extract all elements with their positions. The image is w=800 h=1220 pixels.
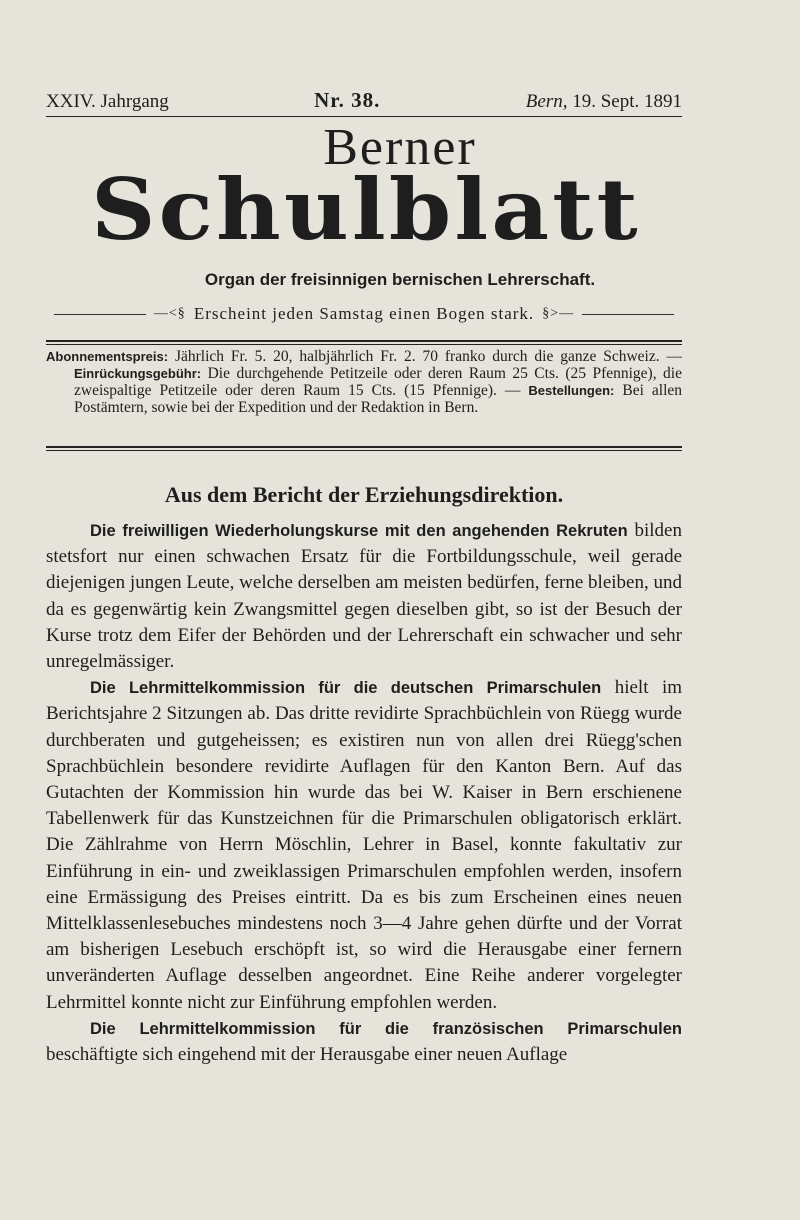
ornament-left-icon: —<§ [153,306,186,321]
subscription-rule-top [46,340,682,345]
article-paragraph [46,518,682,675]
masthead-title-small: Berner [323,119,477,176]
article-body [46,518,682,1068]
issue-place: Bern, [525,91,568,112]
volume-label: XXIV. Jahrgang [46,91,169,112]
paragraph-lead: Die freiwilligen Wiederholungskurse mit den angehenden Rekruten [90,522,628,540]
issue-header [46,88,682,113]
tagline-rule-right [582,314,674,315]
masthead-tagline [54,304,674,324]
issue-number: Nr. 38. [314,88,381,112]
subscription-price-label: Abonnementspreis: [46,349,169,364]
ornament-right-icon: §>— [542,306,575,321]
masthead-title-large: Schulblatt [91,160,641,259]
issue-date [526,91,682,113]
subscription-paragraph [46,348,682,416]
orders-text: Bei allen Postämtern, sowie bei der Expedition und der Redaktion in Bern. [74,382,683,416]
paragraph-lead: Die Lehrmittelkommission für die französischen Primarschulen [90,1019,682,1038]
article-paragraph [46,675,682,1016]
orders-label: Bestellungen: [528,383,615,398]
insertion-fee-text: Die durchgehende Petitzeile oder deren Raum 25 Cts. (25 Pfennige), die zweispaltige Petitzeile oder deren Raum 15 Cts. (15 Pfennige). — [74,365,682,399]
header-rule [46,116,682,117]
paragraph-text: beschäftigte sich eingehend mit der Herausgabe einer neuen Auflage [46,1044,568,1066]
article-paragraph [46,1016,682,1068]
issue-date-value: 19. Sept. 1891 [572,91,682,112]
tagline-rule-left [54,314,146,315]
subscription-rule-bottom [46,446,682,451]
insertion-fee-label: Einrückungsgebühr: [74,366,202,381]
subscription-info [46,348,682,416]
paragraph-text: hielt im Berichtsjahre 2 Sitzungen ab. Das dritte revidirte Sprachbüchlein von Rüegg wurde durchberaten und gutgeheissen; es existiren nun von allen drei Rüegg'schen Sprachbüchlein besondere revidirte Auflagen für den Kanton Bern. Auf das Gutachten der Kommission hin wurde das bei W. Kaiser in Bern erschienene Tabellenwerk für das Kunstzeichnen für die Primarschulen obligatorisch erklärt. Die Zählrahme von Herrn Möschlin, Lehrer in Basel, konnte fakultativ zur Einführung in ein- und zweiklassigen Primarschulen empfohlen werden, insofern eine Ermässigung des Preises eintritt. Da es bis zum Erscheinen eines neuen Mittelklassenlesebuches mindestens noch 3—4 Jahre gehen dürfte und der Vorrat am bisherigen Lesebuch erschöpft ist, so wird die Herausgabe einer fernern unveränderten Auflage desselben angeordnet. Eine Reihe anderer vorgelegter Lehrmittel konnte nicht zur Einführung empfohlen werden. [46,677,683,1013]
paragraph-text: bilden stetsfort nur einen schwachen Ersatz für die Fortbildungsschule, weil gerade diejenigen jungen Leute, welche derselben am meisten bedürfen, ferne bleiben, und da es gegenwärtig kein Zwangsmittel gegen dieselben gibt, so ist der Besuch der Kurse trotz dem Eifer der Behörden und der Lehrerschaft ein schwacher und sehr unregelmässiger. [46,520,682,673]
subscription-price-text: Jährlich Fr. 5. 20, halbjährlich Fr. 2. 70 franko durch die ganze Schweiz. — [174,348,682,365]
paragraph-lead: Die Lehrmittelkommission für die deutschen Primarschulen [90,679,602,698]
tagline-text: Erscheint jeden Samstag einen Bogen stark. [193,304,535,323]
article-title: Aus dem Bericht der Erziehungsdirektion. [164,482,564,507]
masthead-subtitle: Organ der freisinnigen bernischen Lehrerschaft. [204,270,596,289]
